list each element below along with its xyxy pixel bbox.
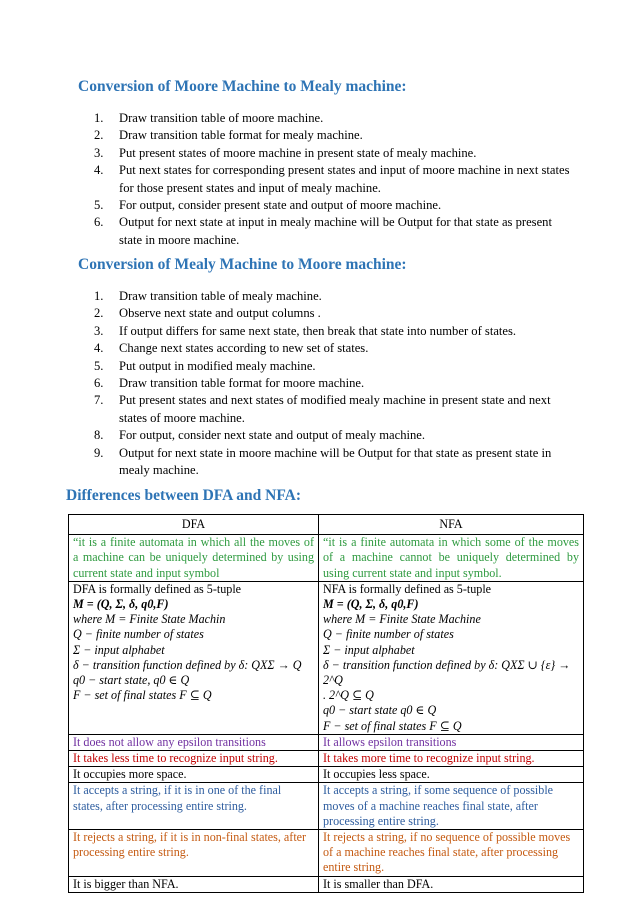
- heading-moore-to-mealy: Conversion of Moore Machine to Mealy machine:: [78, 78, 407, 95]
- list-item: 4. Change next states according to new set of states.: [94, 341, 369, 356]
- nfa-definition: “it is a finite automata in which some of the moves of a machine cannot be uniquely determined by using current state and input symbol.: [319, 535, 584, 582]
- dfa-definition: “it is a finite automata in which all the moves of a machine can be uniquely determined by using current state and input symbol: [69, 535, 319, 582]
- nfa-rejects: It rejects a string, if no sequence of possible moves of a machine reaches final state, after processing entire string.: [319, 830, 584, 877]
- table-row: [69, 783, 584, 830]
- table-row: [69, 876, 584, 892]
- header-dfa: DFA: [69, 515, 319, 535]
- nfa-size: It is smaller than DFA.: [319, 876, 584, 892]
- list-item: 3. If output differs for same next state, then break that state into number of states.: [94, 323, 517, 338]
- dfa-size: It is bigger than NFA.: [69, 876, 319, 892]
- nfa-time: It takes more time to recognize input string.: [319, 751, 584, 767]
- dfa-epsilon: It does not allow any epsilon transitions: [69, 734, 319, 750]
- list-item: 6. Output for next state at input in mealy machine will be Output for that state as present state in moore machine.: [94, 215, 552, 247]
- dfa-space: It occupies more space.: [69, 767, 319, 783]
- list-item: 5. For output, consider present state and output of moore machine.: [94, 198, 442, 213]
- dfa-accepts: It accepts a string, if it is in one of the final states, after processing entire string.: [69, 783, 319, 830]
- moore-to-mealy-steps: [94, 110, 574, 249]
- dfa-formal-definition: DFA is formally defined as 5-tuple M = (Q, Σ, δ, q0,F) where M = Finite State Machin Q − finite number of states Σ − input alphabet δ − transition function defined by δ: QXΣ → Q q0 − start state, q0 ∈ Q F − set of final states F ⊆ Q: [69, 581, 319, 734]
- nfa-epsilon: It allows epsilon transitions: [319, 734, 584, 750]
- list-item: 8. For output, consider next state and output of mealy machine.: [94, 428, 426, 443]
- header-nfa: NFA: [319, 515, 584, 535]
- table-row: [69, 767, 584, 783]
- list-item: 2. Draw transition table format for mealy machine.: [94, 128, 363, 143]
- list-item: 1. Draw transition table of moore machine.: [94, 111, 324, 125]
- dfa-time: It takes less time to recognize input string.: [69, 751, 319, 767]
- heading-mealy-to-moore: Conversion of Mealy Machine to Moore machine:: [78, 256, 407, 273]
- list-item: 4. Put next states for corresponding present states and input of moore machine in next states for those present states and input of mealy machine.: [94, 163, 570, 195]
- list-item: 7. Put present states and next states of modified mealy machine in present state and next states of moore machine.: [94, 393, 551, 425]
- dfa-rejects: It rejects a string, if it is in non-final states, after processing entire string.: [69, 830, 319, 877]
- list-item: 2. Observe next state and output columns .: [94, 306, 321, 321]
- heading-dfa-vs-nfa: Differences between DFA and NFA:: [66, 487, 302, 504]
- dfa-nfa-comparison-table: [68, 514, 584, 893]
- table-row: [69, 581, 584, 734]
- mealy-to-moore-steps: [94, 288, 574, 479]
- table-row: [69, 535, 584, 582]
- table-row: [69, 830, 584, 877]
- nfa-formal-definition: NFA is formally defined as 5-tuple M = (Q, Σ, δ, q0,F) where M = Finite State Machine Q − finite number of states Σ − input alphabet δ − transition function defined by δ: QXΣ ∪ {ε} → 2^Q . 2^Q ⊆ Q q0 − start state q0 ∈ Q F − set of final states F ⊆ Q: [319, 581, 584, 734]
- nfa-accepts: It accepts a string, if some sequence of possible moves of a machine reaches final state, after processing entire string.: [319, 783, 584, 830]
- nfa-space: It occupies less space.: [319, 767, 584, 783]
- table-row: [69, 734, 584, 750]
- table-row: [69, 751, 584, 767]
- list-item: 5. Put output in modified mealy machine.: [94, 358, 316, 373]
- list-item: 6. Draw transition table format for moore machine.: [94, 376, 365, 391]
- list-item: 9. Output for next state in moore machine will be Output for that state as present state in mealy machine.: [94, 445, 552, 478]
- list-item: 3. Put present states of moore machine in present state of mealy machine.: [94, 145, 477, 160]
- list-item: 1. Draw transition table of mealy machine.: [94, 289, 322, 303]
- table-header-row: [69, 515, 584, 535]
